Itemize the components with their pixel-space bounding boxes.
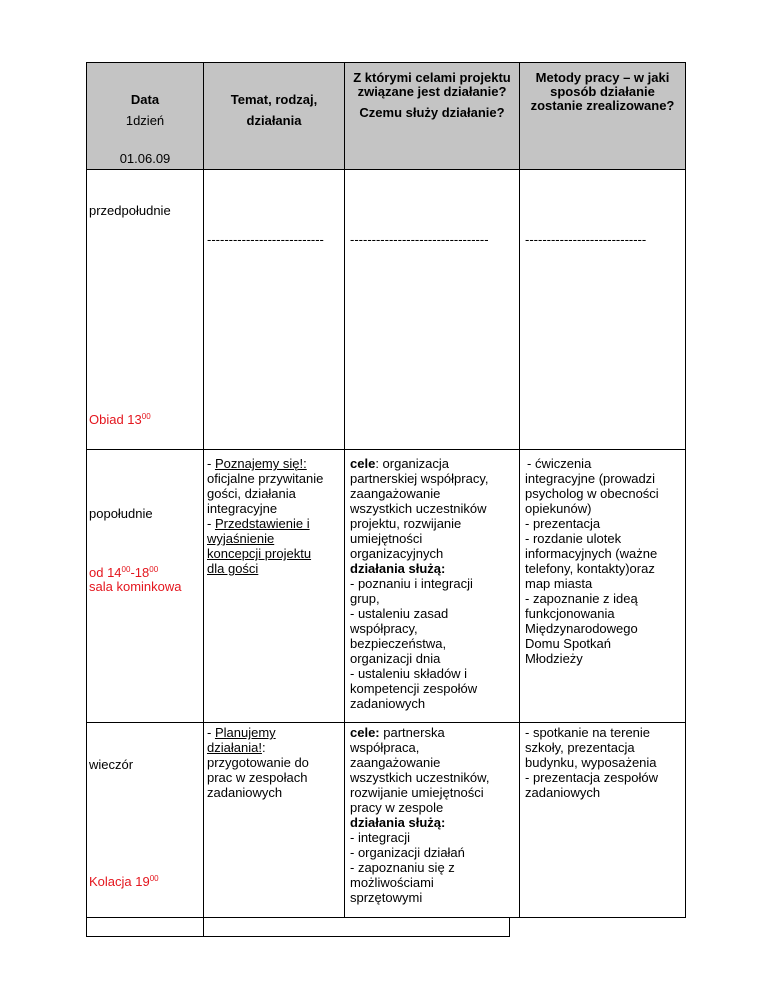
extra-row-bottom-border — [86, 936, 510, 937]
col-divider-2 — [344, 62, 345, 918]
goals-line: współpraca, — [350, 740, 420, 755]
supper-label: Kolacja $19^{00}$ — [89, 874, 159, 889]
row3-time-label: wieczór — [89, 757, 134, 772]
table-left-border — [86, 62, 87, 937]
methods-line: informacyjnych (ważne — [525, 546, 658, 561]
extra-row-right-border — [509, 918, 510, 937]
goals-line: wszystkich uczestników, — [350, 770, 490, 785]
methods-line: - ćwiczenia — [527, 456, 592, 471]
row1-bottom-border — [86, 449, 686, 450]
goals-line: sprzętowymi — [350, 890, 423, 905]
methods-line: Młodzieży — [525, 651, 583, 666]
col-divider-3 — [519, 62, 520, 918]
header-date-value: 01.06.09 — [119, 151, 171, 166]
methods-line: - spotkanie na terenie — [525, 725, 651, 740]
topic-line: oficjalne przywitanie — [207, 471, 324, 486]
goals-line: zaangażowanie — [350, 486, 441, 501]
goals-line: - ustaleniu składów i — [350, 666, 468, 681]
goals-line: działania służą: — [350, 561, 446, 576]
goals-line: zadaniowych — [350, 696, 426, 711]
row2-time-label: popołudnie — [89, 506, 153, 521]
methods-line: - zapoznanie z ideą — [525, 591, 638, 606]
header-methods-line2: sposób działanie — [550, 84, 655, 99]
methods-line: - prezentacja zespołów — [525, 770, 658, 785]
header-methods-line3: zostanie zrealizowane? — [530, 98, 675, 113]
header-bottom-border — [86, 169, 686, 170]
goals-line: cele: partnerska — [350, 725, 445, 740]
header-goals-line1: Z którymi celami projektu — [353, 70, 511, 85]
topic-line: - Przedstawienie i — [207, 516, 310, 531]
methods-line: - prezentacja — [525, 516, 601, 531]
methods-line: psycholog w obecności — [525, 486, 659, 501]
topic-line: - Poznajemy się!: — [207, 456, 307, 471]
header-topic-line2: działania — [246, 113, 302, 128]
row2-hours: od $14^{00}-18^{00}$ — [89, 565, 159, 580]
methods-line: telefony, kontakty)oraz — [525, 561, 655, 576]
methods-line: zadaniowych — [525, 785, 601, 800]
goals-line: umiejętności — [350, 531, 423, 546]
goals-line: pracy w zespole — [350, 800, 444, 815]
goals-line: wszystkich uczestników — [350, 501, 487, 516]
topic-line: gości, działania — [207, 486, 296, 501]
header-date-label: Data — [130, 92, 160, 107]
methods-line: integracyjne (prowadzi — [525, 471, 656, 486]
goals-line: - poznaniu i integracji — [350, 576, 473, 591]
goals-line: - organizacji działań — [350, 845, 465, 860]
goals-line: - ustaleniu zasad — [350, 606, 449, 621]
goals-line: - zapoznaniu się z — [350, 860, 455, 875]
row1-goals-dashes: -------------------------------- — [350, 232, 489, 247]
topic-line: koncepcji projektu — [207, 546, 312, 561]
header-goals-line3: Czemu służy działanie? — [359, 105, 505, 120]
row1-methods-dashes: ---------------------------- — [525, 232, 647, 247]
methods-line: - rozdanie ulotek — [525, 531, 622, 546]
topic-line: działania!: — [207, 740, 266, 755]
goals-line: bezpieczeństwa, — [350, 636, 447, 651]
topic-line: wyjaśnienie — [207, 531, 275, 546]
col-divider-1 — [203, 62, 204, 937]
header-goals-line2: związane jest działanie? — [357, 84, 507, 99]
goals-line: zaangażowanie — [350, 755, 441, 770]
lunch-label: Obiad $13^{00}$ — [89, 412, 151, 427]
goals-line: współpracy, — [350, 621, 418, 636]
goals-line: - integracji — [350, 830, 410, 845]
topic-line: - Planujemy — [207, 725, 276, 740]
row2-room: sala kominkowa — [89, 579, 182, 594]
row1-topic-dashes: --------------------------- — [207, 232, 324, 247]
methods-line: funkcjonowania — [525, 606, 615, 621]
methods-line: Międzynarodowego — [525, 621, 638, 636]
methods-line: szkoły, prezentacja — [525, 740, 635, 755]
methods-line: budynku, wyposażenia — [525, 755, 657, 770]
header-topic-line1: Temat, rodzaj, — [230, 92, 318, 107]
goals-line: możliwościami — [350, 875, 434, 890]
methods-line: Domu Spotkań — [525, 636, 611, 651]
topic-line: prac w zespołach — [207, 770, 308, 785]
topic-line: przygotowanie do — [207, 755, 309, 770]
goals-line: rozwijanie umiejętności — [350, 785, 484, 800]
row2-bottom-border — [86, 722, 686, 723]
topic-line: integracyjne — [207, 501, 278, 516]
row1-time-label: przedpołudnie — [89, 203, 171, 218]
goals-line: organizacyjnych — [350, 546, 444, 561]
goals-line: kompetencji zespołów — [350, 681, 478, 696]
topic-line: dla gości — [207, 561, 259, 576]
goals-line: grup, — [350, 591, 380, 606]
goals-line: cele: organizacja — [350, 456, 450, 471]
table-right-border — [685, 62, 686, 918]
methods-line: map miasta — [525, 576, 593, 591]
goals-line: organizacji dnia — [350, 651, 441, 666]
header-methods-line1: Metody pracy – w jaki — [535, 70, 670, 85]
goals-line: partnerskiej współpracy, — [350, 471, 489, 486]
methods-line: opiekunów) — [525, 501, 592, 516]
table-top-border — [86, 62, 686, 63]
header-day-label: 1dzień — [125, 113, 165, 128]
table-bottom-border — [86, 917, 686, 918]
goals-line: projektu, rozwijanie — [350, 516, 462, 531]
goals-line: działania służą: — [350, 815, 446, 830]
topic-line: zadaniowych — [207, 785, 283, 800]
